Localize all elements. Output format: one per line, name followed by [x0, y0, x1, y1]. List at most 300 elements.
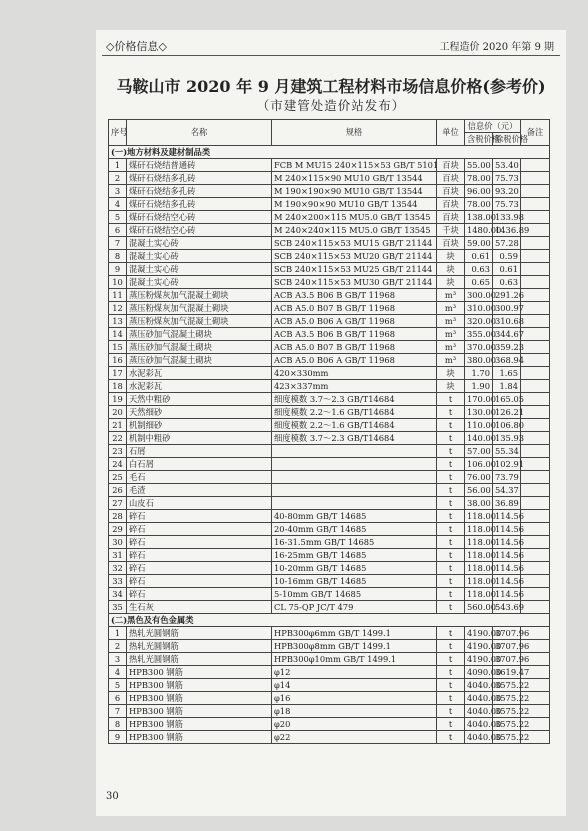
cell-no: 1	[109, 159, 127, 172]
cell-note	[521, 211, 550, 224]
cell-p2: 73.79	[493, 471, 521, 484]
cell-no: 14	[109, 328, 127, 341]
cell-p1: 4040.00	[465, 679, 493, 692]
cell-p1: 96.00	[465, 185, 493, 198]
cell-unit: t	[437, 510, 465, 523]
table-row	[109, 549, 550, 562]
table-row	[109, 458, 550, 471]
cell-p2: 55.34	[493, 445, 521, 458]
header-unit: 单位	[437, 120, 465, 146]
cell-spec: 细度模数 2.2～1.6 GB/T14684	[272, 419, 437, 432]
cell-unit: t	[437, 718, 465, 731]
cell-name: 煤矸石烧结多孔砖	[127, 172, 272, 185]
cell-p1: 170.00	[465, 393, 493, 406]
cell-name: 热轧光圆钢筋	[127, 653, 272, 666]
header-no: 序号	[109, 120, 127, 146]
cell-no: 1	[109, 627, 127, 640]
cell-name: 碎石	[127, 510, 272, 523]
cell-spec: ACB A5.0 B06 A GB/T 11968	[272, 315, 437, 328]
cell-no: 19	[109, 393, 127, 406]
cell-spec: ACB A5.0 B07 B GB/T 11968	[272, 302, 437, 315]
cell-no: 17	[109, 367, 127, 380]
cell-name: 煤矸石烧结多孔砖	[127, 198, 272, 211]
cell-spec: φ20	[272, 718, 437, 731]
cell-note	[521, 341, 550, 354]
cell-unit: m³	[437, 328, 465, 341]
cell-note	[521, 159, 550, 172]
cell-unit: 百块	[437, 198, 465, 211]
cell-p2: 3619.47	[493, 666, 521, 679]
cell-note	[521, 393, 550, 406]
cell-p1: 4190.00	[465, 640, 493, 653]
cell-name: 机制细砂	[127, 419, 272, 432]
cell-p2: 300.97	[493, 302, 521, 315]
cell-spec: M 240×240×115 MU5.0 GB/T 13545	[272, 224, 437, 237]
cell-note	[521, 250, 550, 263]
cell-no: 9	[109, 731, 127, 744]
cell-p2: 359.23	[493, 341, 521, 354]
cell-unit: t	[437, 575, 465, 588]
cell-no: 34	[109, 588, 127, 601]
cell-name: 碎石	[127, 549, 272, 562]
cell-unit: t	[437, 692, 465, 705]
cell-no: 28	[109, 510, 127, 523]
cell-spec: M 240×200×115 MU5.0 GB/T 13545	[272, 211, 437, 224]
cell-unit: t	[437, 445, 465, 458]
cell-no: 31	[109, 549, 127, 562]
cell-p2: 114.56	[493, 523, 521, 536]
header-price-tax: 含税价格	[465, 133, 493, 146]
cell-spec: φ12	[272, 666, 437, 679]
header-spec: 规格	[272, 120, 437, 146]
cell-p1: 110.00	[465, 419, 493, 432]
cell-no: 7	[109, 705, 127, 718]
table-row	[109, 705, 550, 718]
cell-name: 蒸压粉煤灰加气混凝土砌块	[127, 289, 272, 302]
cell-no: 26	[109, 484, 127, 497]
cell-no: 12	[109, 302, 127, 315]
cell-note	[521, 302, 550, 315]
cell-unit: m³	[437, 302, 465, 315]
table-row	[109, 159, 550, 172]
cell-no: 29	[109, 523, 127, 536]
cell-name: 煤矸石烧结空心砖	[127, 224, 272, 237]
cell-spec: φ18	[272, 705, 437, 718]
cell-unit: 千块	[437, 224, 465, 237]
cell-note	[521, 406, 550, 419]
cell-unit: t	[437, 523, 465, 536]
page-number: 30	[106, 791, 119, 802]
cell-p2: 102.91	[493, 458, 521, 471]
cell-unit: t	[437, 705, 465, 718]
cell-spec: M 240×115×90 MU10 GB/T 13544	[272, 172, 437, 185]
cell-name: HPB300 钢筋	[127, 705, 272, 718]
cell-name: 煤矸石烧结普通砖	[127, 159, 272, 172]
cell-note	[521, 354, 550, 367]
cell-unit: 块	[437, 276, 465, 289]
cell-no: 23	[109, 445, 127, 458]
cell-name: 蒸压砂加气混凝土砌块	[127, 328, 272, 341]
cell-p2: 3575.22	[493, 679, 521, 692]
cell-no: 5	[109, 211, 127, 224]
cell-note	[521, 575, 550, 588]
cell-note	[521, 445, 550, 458]
cell-unit: m³	[437, 354, 465, 367]
cell-p2: 344.67	[493, 328, 521, 341]
cell-p1: 4190.00	[465, 627, 493, 640]
cell-no: 6	[109, 692, 127, 705]
table-row	[109, 393, 550, 406]
cell-unit: 百块	[437, 185, 465, 198]
cell-spec: 细度模数 3.7～2.3 GB/T14684	[272, 393, 437, 406]
cell-name: HPB300 钢筋	[127, 679, 272, 692]
cell-p1: 0.61	[465, 250, 493, 263]
cell-p1: 370.00	[465, 341, 493, 354]
cell-p2: 93.20	[493, 185, 521, 198]
cell-name: 混凝土实心砖	[127, 276, 272, 289]
cell-unit: 块	[437, 367, 465, 380]
cell-spec: SCB 240×115×53 MU15 GB/T 21144	[272, 237, 437, 250]
cell-spec: ACB A5.0 B06 A GB/T 11968	[272, 354, 437, 367]
cell-unit: m³	[437, 289, 465, 302]
cell-p2: 57.28	[493, 237, 521, 250]
cell-name: 碎石	[127, 588, 272, 601]
table-row	[109, 367, 550, 380]
cell-note	[521, 419, 550, 432]
table-row	[109, 328, 550, 341]
cell-no: 4	[109, 666, 127, 679]
cell-note	[521, 471, 550, 484]
cell-note	[521, 289, 550, 302]
cell-unit: t	[437, 666, 465, 679]
table-row	[109, 302, 550, 315]
cell-p1: 1480.00	[465, 224, 493, 237]
cell-unit: t	[437, 588, 465, 601]
cell-p1: 0.65	[465, 276, 493, 289]
cell-no: 7	[109, 237, 127, 250]
table-row	[109, 445, 550, 458]
section-title: (一)地方材料及建材制品类	[109, 146, 550, 159]
cell-p1: 118.00	[465, 588, 493, 601]
cell-spec: FCB M MU15 240×115×53 GB/T 5101	[272, 159, 437, 172]
page-title: 马鞍山市 2020 年 9 月建筑工程材料市场信息价格(参考价)	[116, 77, 546, 96]
header-name: 名称	[127, 120, 272, 146]
cell-unit: t	[437, 471, 465, 484]
cell-name: HPB300 钢筋	[127, 718, 272, 731]
cell-unit: 块	[437, 380, 465, 393]
cell-spec: 16-25mm GB/T 14685	[272, 549, 437, 562]
cell-spec: HPB300φ10mm GB/T 1499.1	[272, 653, 437, 666]
cell-p2: 291.26	[493, 289, 521, 302]
cell-name: 毛渣	[127, 484, 272, 497]
cell-no: 35	[109, 601, 127, 614]
cell-p1: 59.00	[465, 237, 493, 250]
cell-no: 9	[109, 263, 127, 276]
journal-header: 工程造价 2020 年第 9 期	[439, 42, 554, 53]
cell-note	[521, 549, 550, 562]
cell-no: 10	[109, 276, 127, 289]
cell-p2: 1.65	[493, 367, 521, 380]
cell-spec: 5-10mm GB/T 14685	[272, 588, 437, 601]
cell-name: 石屑	[127, 445, 272, 458]
cell-spec: φ22	[272, 731, 437, 744]
cell-no: 2	[109, 172, 127, 185]
table-row	[109, 510, 550, 523]
cell-note	[521, 601, 550, 614]
cell-name: 煤矸石烧结空心砖	[127, 211, 272, 224]
cell-name: 混凝土实心砖	[127, 237, 272, 250]
table-row	[109, 380, 550, 393]
cell-p1: 310.00	[465, 302, 493, 315]
cell-spec: 10-16mm GB/T 14685	[272, 575, 437, 588]
cell-unit: 块	[437, 263, 465, 276]
cell-unit: t	[437, 653, 465, 666]
table-row	[109, 289, 550, 302]
cell-unit: 百块	[437, 172, 465, 185]
table-row	[109, 627, 550, 640]
cell-spec: 细度模数 2.2～1.6 GB/T14684	[272, 406, 437, 419]
table-row	[109, 419, 550, 432]
cell-no: 13	[109, 315, 127, 328]
cell-no: 20	[109, 406, 127, 419]
cell-name: HPB300 钢筋	[127, 666, 272, 679]
cell-unit: t	[437, 419, 465, 432]
cell-p2: 3575.22	[493, 718, 521, 731]
cell-p1: 38.00	[465, 497, 493, 510]
cell-spec: ACB A3.5 B06 B GB/T 11968	[272, 328, 437, 341]
cell-p1: 106.00	[465, 458, 493, 471]
cell-unit: t	[437, 484, 465, 497]
cell-unit: t	[437, 731, 465, 744]
cell-p2: 1436.89	[493, 224, 521, 237]
cell-p1: 4040.00	[465, 731, 493, 744]
cell-note	[521, 536, 550, 549]
table-row	[109, 250, 550, 263]
cell-note	[521, 367, 550, 380]
table-row	[109, 354, 550, 367]
cell-spec: HPB300φ8mm GB/T 1499.1	[272, 640, 437, 653]
cell-p1: 380.00	[465, 354, 493, 367]
cell-note	[521, 562, 550, 575]
cell-p2: 3575.22	[493, 692, 521, 705]
table-row	[109, 484, 550, 497]
cell-name: 毛石	[127, 471, 272, 484]
table-row	[109, 653, 550, 666]
cell-no: 21	[109, 419, 127, 432]
cell-no: 11	[109, 289, 127, 302]
table-row	[109, 588, 550, 601]
cell-no: 18	[109, 380, 127, 393]
cell-p2: 53.40	[493, 159, 521, 172]
cell-unit: 块	[437, 250, 465, 263]
table-body	[109, 146, 550, 744]
cell-no: 6	[109, 224, 127, 237]
cell-name: 水泥彩瓦	[127, 367, 272, 380]
cell-note	[521, 458, 550, 471]
cell-p1: 300.00	[465, 289, 493, 302]
cell-name: 天然细砂	[127, 406, 272, 419]
cell-p2: 310.68	[493, 315, 521, 328]
cell-p1: 4040.00	[465, 718, 493, 731]
table-row	[109, 172, 550, 185]
table-row	[109, 432, 550, 445]
table-row	[109, 731, 550, 744]
cell-spec	[272, 458, 437, 471]
cell-name: 白石屑	[127, 458, 272, 471]
cell-spec: SCB 240×115×53 MU25 GB/T 21144	[272, 263, 437, 276]
cell-p1: 4040.00	[465, 705, 493, 718]
cell-p2: 543.69	[493, 601, 521, 614]
cell-unit: t	[437, 497, 465, 510]
cell-p1: 118.00	[465, 575, 493, 588]
cell-p2: 114.56	[493, 562, 521, 575]
cell-name: 蒸压砂加气混凝土砌块	[127, 354, 272, 367]
cell-spec	[272, 484, 437, 497]
cell-p1: 1.70	[465, 367, 493, 380]
cell-note	[521, 497, 550, 510]
table-row	[109, 185, 550, 198]
cell-spec: HPB300φ6mm GB/T 1499.1	[272, 627, 437, 640]
cell-p2: 3575.22	[493, 705, 521, 718]
cell-p1: 138.00	[465, 211, 493, 224]
cell-unit: t	[437, 562, 465, 575]
cell-p2: 114.56	[493, 510, 521, 523]
cell-p2: 0.61	[493, 263, 521, 276]
cell-spec: 细度模数 3.7～2.3 GB/T14684	[272, 432, 437, 445]
cell-p2: 0.63	[493, 276, 521, 289]
header-divider	[102, 55, 560, 56]
cell-name: 煤矸石烧结多孔砖	[127, 185, 272, 198]
table-row	[109, 562, 550, 575]
table-row	[109, 523, 550, 536]
cell-note	[521, 328, 550, 341]
cell-note	[521, 380, 550, 393]
cell-p1: 560.00	[465, 601, 493, 614]
table-row	[109, 198, 550, 211]
cell-p1: 0.63	[465, 263, 493, 276]
cell-no: 32	[109, 562, 127, 575]
cell-spec: φ14	[272, 679, 437, 692]
cell-p2: 135.93	[493, 432, 521, 445]
cell-unit: 百块	[437, 211, 465, 224]
cell-p2: 3707.96	[493, 653, 521, 666]
table-row	[109, 276, 550, 289]
document-page	[96, 30, 566, 816]
cell-unit: t	[437, 601, 465, 614]
cell-note	[521, 237, 550, 250]
cell-p2: 114.56	[493, 536, 521, 549]
cell-note	[521, 185, 550, 198]
cell-p2: 133.98	[493, 211, 521, 224]
cell-p1: 1.90	[465, 380, 493, 393]
cell-p2: 3707.96	[493, 640, 521, 653]
cell-unit: t	[437, 549, 465, 562]
cell-unit: t	[437, 458, 465, 471]
cell-spec: 420×330mm	[272, 367, 437, 380]
cell-p2: 0.59	[493, 250, 521, 263]
table-row	[109, 536, 550, 549]
cell-name: 碎石	[127, 536, 272, 549]
cell-no: 2	[109, 640, 127, 653]
cell-p2: 1.84	[493, 380, 521, 393]
table-row	[109, 341, 550, 354]
cell-unit: t	[437, 536, 465, 549]
section-row	[109, 146, 550, 159]
section-row	[109, 614, 550, 627]
cell-p1: 140.00	[465, 432, 493, 445]
cell-name: 蒸压粉煤灰加气混凝土砌块	[127, 302, 272, 315]
cell-no: 3	[109, 653, 127, 666]
cell-name: 碎石	[127, 575, 272, 588]
cell-p2: 3575.22	[493, 731, 521, 744]
cell-p1: 76.00	[465, 471, 493, 484]
cell-spec: SCB 240×115×53 MU20 GB/T 21144	[272, 250, 437, 263]
section-header: ◇价格信息◇	[106, 40, 167, 53]
table-row	[109, 224, 550, 237]
cell-name: HPB300 钢筋	[127, 731, 272, 744]
table-row	[109, 601, 550, 614]
cell-unit: m³	[437, 341, 465, 354]
cell-unit: 百块	[437, 159, 465, 172]
cell-p1: 78.00	[465, 198, 493, 211]
cell-name: 机制中粗砂	[127, 432, 272, 445]
cell-p1: 4090.00	[465, 666, 493, 679]
cell-p2: 3707.96	[493, 627, 521, 640]
cell-spec: M 190×90×90 MU10 GB/T 13544	[272, 198, 437, 211]
cell-p2: 54.37	[493, 484, 521, 497]
table-row	[109, 471, 550, 484]
table-row	[109, 497, 550, 510]
cell-spec: 20-40mm GB/T 14685	[272, 523, 437, 536]
cell-no: 27	[109, 497, 127, 510]
section-title: (二)黑色及有色金属类	[109, 614, 550, 627]
table-row	[109, 315, 550, 328]
cell-spec: ACB A5.0 B07 B GB/T 11968	[272, 341, 437, 354]
cell-no: 15	[109, 341, 127, 354]
cell-name: 碎石	[127, 562, 272, 575]
cell-spec: 10-20mm GB/T 14685	[272, 562, 437, 575]
cell-spec: φ16	[272, 692, 437, 705]
table-row	[109, 237, 550, 250]
cell-p1: 118.00	[465, 510, 493, 523]
cell-name: 生石灰	[127, 601, 272, 614]
page-subtitle: （市建管处造价站发布）	[256, 98, 406, 113]
cell-note	[521, 172, 550, 185]
cell-spec: 40-80mm GB/T 14685	[272, 510, 437, 523]
cell-no: 5	[109, 679, 127, 692]
cell-p1: 118.00	[465, 523, 493, 536]
cell-unit: t	[437, 679, 465, 692]
cell-unit: 百块	[437, 237, 465, 250]
cell-p2: 114.56	[493, 588, 521, 601]
cell-p2: 75.73	[493, 172, 521, 185]
cell-p1: 118.00	[465, 549, 493, 562]
cell-no: 24	[109, 458, 127, 471]
cell-p1: 78.00	[465, 172, 493, 185]
cell-p1: 4190.00	[465, 653, 493, 666]
cell-p1: 320.00	[465, 315, 493, 328]
cell-spec: M 190×190×90 MU10 GB/T 13544	[272, 185, 437, 198]
cell-spec: ACB A3.5 B06 B GB/T 11968	[272, 289, 437, 302]
cell-no: 30	[109, 536, 127, 549]
table-row	[109, 718, 550, 731]
cell-name: 蒸压砂加气混凝土砌块	[127, 341, 272, 354]
cell-no: 4	[109, 198, 127, 211]
table-row	[109, 640, 550, 653]
cell-p2: 368.94	[493, 354, 521, 367]
cell-no: 8	[109, 718, 127, 731]
price-table	[108, 119, 550, 744]
